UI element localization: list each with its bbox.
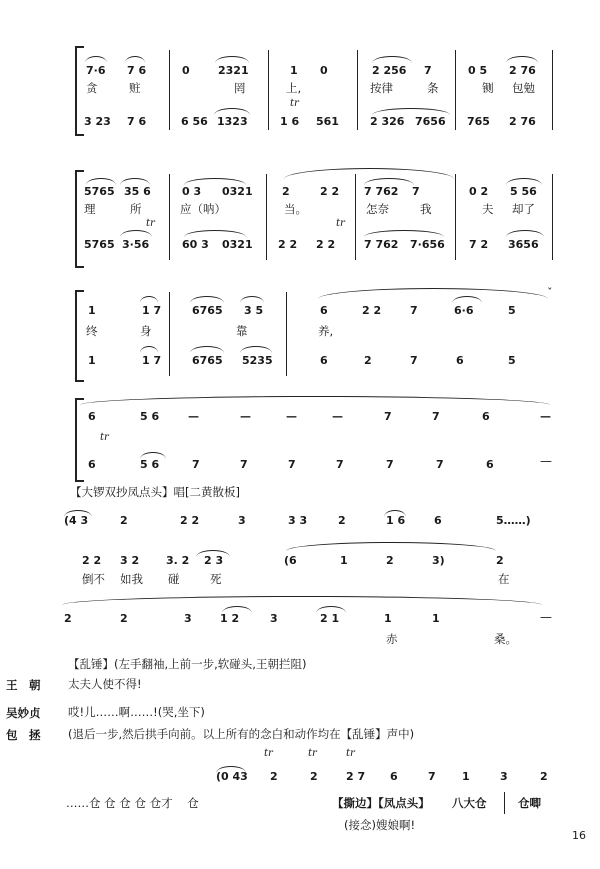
note: — [240, 410, 251, 423]
note: 0 5 [468, 64, 488, 77]
melody-line-d [0, 766, 600, 784]
note: 2 [282, 185, 290, 198]
note: 1 2 [220, 612, 240, 625]
barline [455, 50, 456, 130]
note: 2 [310, 770, 318, 783]
note: 561 [316, 115, 339, 128]
note: 2 [120, 612, 128, 625]
trill-mark: tr [264, 748, 273, 759]
note: 6 [320, 304, 328, 317]
note: 3 [184, 612, 192, 625]
note: 1323 [217, 115, 248, 128]
note: 1 [88, 354, 96, 367]
note: 3) [432, 554, 445, 567]
note: 3·56 [122, 238, 150, 251]
lyric: 却了 [512, 202, 535, 216]
note: 6 [88, 458, 96, 471]
lyric: 如我 [120, 572, 143, 586]
percussion-text: ……仓 仓 仓 仓 仓才 仓 [66, 796, 199, 810]
note: 2 3 [204, 554, 224, 567]
score-system-4: 6 5 6 — — — — 7 7 6 — tr 6 5 6 7 7 7 7 7 7 6 — [0, 392, 600, 484]
note: 1 7 [142, 304, 162, 317]
note: 6 [88, 410, 96, 423]
barline [268, 50, 269, 130]
lyric: 养, [318, 324, 334, 338]
role-name: 王 朝 [6, 678, 41, 692]
note: 2 76 [509, 64, 536, 77]
lyric: 条 [427, 81, 439, 95]
note: 1 [432, 612, 440, 625]
note: 1 [384, 612, 392, 625]
note: 6 [482, 410, 490, 423]
note: 7 [386, 458, 394, 471]
score-system-1 [0, 40, 600, 140]
trill-mark: tr [100, 432, 109, 443]
lyric: 当。 [284, 202, 307, 216]
note: 2 [64, 612, 72, 625]
note: 5 6 [140, 410, 160, 423]
note: (6 [284, 554, 297, 567]
note: 2 256 [372, 64, 407, 77]
note: 1 [340, 554, 348, 567]
note: 60 3 [182, 238, 209, 251]
trill-mark: tr [336, 218, 345, 229]
note: 6 [390, 770, 398, 783]
percussion-cue: 仓唧 [518, 796, 541, 810]
trill-mark: tr [308, 748, 317, 759]
note: 3 [238, 514, 246, 527]
spoken-line: (接念)嫂娘啊! [344, 818, 416, 832]
note: 6765 [192, 354, 223, 367]
lyric: 死 [210, 572, 222, 586]
note: 7·6 [86, 64, 106, 77]
note: 1 6 [386, 514, 406, 527]
note: 5 6 [140, 458, 160, 471]
note: 7 [432, 410, 440, 423]
stage-direction: 【乱锤】(左手翻袖,上前一步,软碰头,王朝拦阻) [68, 657, 307, 671]
note: 7 [424, 64, 432, 77]
note: 7 [412, 185, 420, 198]
note: 7 6 [127, 64, 147, 77]
note: 0 2 [469, 185, 489, 198]
lyric: 我 [420, 202, 432, 216]
note: 2 [386, 554, 394, 567]
note: 2 2 [180, 514, 200, 527]
note: 5 [508, 354, 516, 367]
role-name: 包 拯 [6, 728, 41, 742]
lyric: 桑。 [494, 632, 517, 646]
note: 5……) [496, 514, 531, 527]
note: — [188, 410, 199, 423]
note: — [332, 410, 343, 423]
note: 7656 [415, 115, 446, 128]
note: 2 326 [370, 115, 405, 128]
percussion-cue: 【大锣双抄凤点头】唱[二黄散板] [70, 485, 240, 499]
melody-line-b [0, 552, 600, 586]
note: 7 [240, 458, 248, 471]
barline [169, 292, 170, 376]
barline [169, 174, 170, 260]
barline [552, 50, 553, 130]
note: 2 76 [509, 115, 536, 128]
barline [286, 292, 287, 376]
note: 5 56 [510, 185, 537, 198]
note: 7 762 [364, 185, 399, 198]
note: (0 43 [216, 770, 248, 783]
trill-mark: tr [146, 218, 155, 229]
system-brace [75, 398, 84, 482]
lyric: 铡 [482, 81, 494, 95]
system-brace [75, 290, 84, 382]
note: 3656 [508, 238, 539, 251]
percussion-cue: 【撕边】【凤点头】 [332, 796, 430, 810]
note: 6·6 [454, 304, 474, 317]
melody-line-c: 2 2 3 1 2 3 2 1 1 1 — 赤 桑。 [0, 608, 600, 626]
note: 7 [436, 458, 444, 471]
note: 6765 [192, 304, 223, 317]
lyric: 倒不 [82, 572, 105, 586]
note: 0 [320, 64, 328, 77]
note: 7 2 [469, 238, 489, 251]
lyric: 按律 [370, 81, 393, 95]
note: 7 [410, 354, 418, 367]
barline [552, 174, 553, 260]
note: 2 [338, 514, 346, 527]
system-brace [75, 170, 84, 268]
speech-text: (退后一步,然后拱手向前。以上所有的念白和动作均在【乱锤】声中) [68, 727, 415, 741]
lyric: 上, [286, 81, 302, 95]
note: 5765 [84, 185, 115, 198]
role-name: 吴妙贞 [6, 706, 41, 720]
lyric: 罔 [234, 81, 246, 95]
speech-text: 哎!儿……啊……!(哭,坐下) [68, 705, 205, 719]
score-system-3: 1 1 7 6765 3 5 6 2 2 7 6·6 5 ˇ 终 身 靠 养, 1 1 7 6765 5235 6 2 7 6 5 [0, 282, 600, 382]
note: 1 7 [142, 354, 162, 367]
lyric: 赤 [386, 632, 398, 646]
note: 3 2 [120, 554, 140, 567]
note: 3 23 [84, 115, 111, 128]
note: 7 6 [127, 115, 147, 128]
note: 7 [384, 410, 392, 423]
note: 1 [88, 304, 96, 317]
note: 3 5 [244, 304, 264, 317]
note: 2321 [218, 64, 249, 77]
note: 3 [270, 612, 278, 625]
note: — [286, 410, 297, 423]
note: 5765 [84, 238, 115, 251]
note: (4 3 [64, 514, 89, 527]
lyric: 贪 [86, 81, 98, 95]
note: 3 3 [288, 514, 308, 527]
speech-text: 太夫人使不得! [68, 677, 142, 691]
trill-mark: tr [290, 98, 299, 109]
note: 2 2 [362, 304, 382, 317]
page-number: 16 [572, 829, 586, 842]
lyric: 所 [130, 202, 142, 216]
note: 6 [456, 354, 464, 367]
lyric: 在 [498, 572, 510, 586]
note: 6 [434, 514, 442, 527]
lyric: 包勉 [512, 81, 535, 95]
lyric: 怎奈 [366, 202, 389, 216]
note: 7 [336, 458, 344, 471]
barline [266, 174, 267, 260]
note: 7 [428, 770, 436, 783]
note: 2 [120, 514, 128, 527]
percussion-line [0, 796, 600, 814]
lyric: 夫 [482, 202, 494, 216]
barline [455, 174, 456, 260]
score-system-2 [0, 160, 600, 270]
lyric: 靠 [236, 324, 248, 338]
note: 2 1 [320, 612, 340, 625]
note: 7·656 [410, 238, 445, 251]
barline [357, 50, 358, 130]
note: 0 3 [182, 185, 202, 198]
lyric: 终 [86, 324, 98, 338]
note: 5235 [242, 354, 273, 367]
lyric: 理 [84, 202, 96, 216]
note: — [540, 410, 551, 423]
note: 2 2 [278, 238, 298, 251]
percussion-cue: 八大仓 [452, 796, 487, 810]
note: 2 7 [346, 770, 366, 783]
note: 1 6 [280, 115, 300, 128]
note: 7 [410, 304, 418, 317]
note: 2 2 [316, 238, 336, 251]
note: 7 762 [364, 238, 399, 251]
note: 6 56 [181, 115, 208, 128]
note: 2 2 [82, 554, 102, 567]
note: 2 [496, 554, 504, 567]
note: 765 [467, 115, 490, 128]
barline [355, 174, 356, 260]
trill-mark: tr [346, 748, 355, 759]
lyric: 身 [140, 324, 152, 338]
note: 2 2 [320, 185, 340, 198]
note: 0321 [222, 185, 253, 198]
note: 0 [182, 64, 190, 77]
lyric: 应（呐） [180, 202, 226, 216]
barline [169, 50, 170, 130]
note: 6 [486, 458, 494, 471]
note: 3 [500, 770, 508, 783]
note: 7 [288, 458, 296, 471]
note: 2 [270, 770, 278, 783]
note: 35 6 [124, 185, 151, 198]
note: 0321 [222, 238, 253, 251]
system-brace [75, 46, 84, 136]
note: 7 [192, 458, 200, 471]
note: 2 [364, 354, 372, 367]
note: 2 [540, 770, 548, 783]
note: 1 [462, 770, 470, 783]
melody-line-a [0, 512, 600, 530]
note: 6 [320, 354, 328, 367]
note: 5 [508, 304, 516, 317]
lyric: 赃 [129, 81, 141, 95]
note: 3. 2 [166, 554, 190, 567]
lyric: 碰 [168, 572, 180, 586]
note: 1 [290, 64, 298, 77]
